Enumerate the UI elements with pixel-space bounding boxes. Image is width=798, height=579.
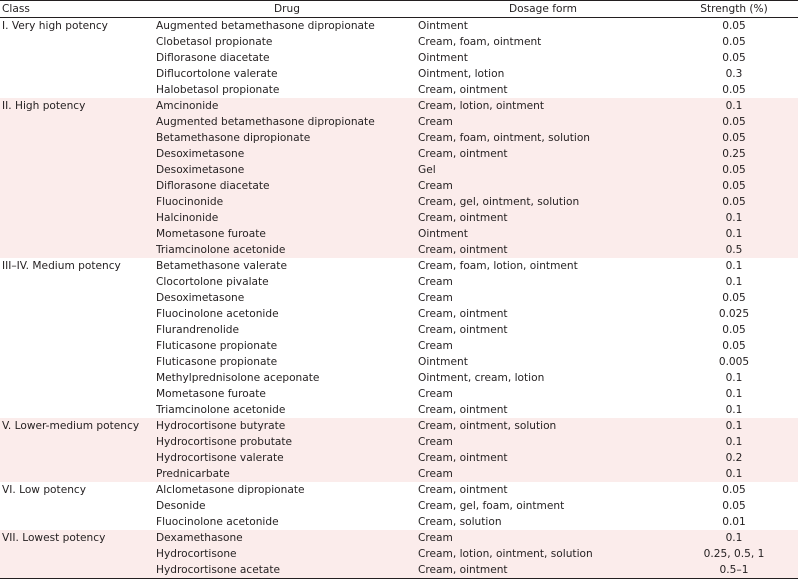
table-body [0, 18, 798, 579]
dosage-form-cell: Cream [418, 114, 668, 130]
strength-cell: 0.5–1 [668, 562, 798, 579]
drug-cell: Hydrocortisone butyrate [156, 418, 418, 434]
table-row [0, 82, 798, 98]
table-row [0, 386, 798, 402]
drug-cell: Hydrocortisone probutate [156, 434, 418, 450]
table-row [0, 306, 798, 322]
class-cell-empty [0, 450, 156, 466]
class-cell-empty [0, 306, 156, 322]
strength-cell: 0.1 [668, 98, 798, 114]
table-row [0, 482, 798, 498]
class-cell-empty [0, 402, 156, 418]
strength-cell: 0.05 [722, 292, 746, 304]
dosage-form-cell: Cream [418, 388, 453, 400]
dosage-form-cell: Cream, foam, ointment, solution [418, 130, 668, 146]
dosage-form-cell: Cream [418, 340, 453, 352]
table-row [0, 498, 798, 514]
drug-cell: Hydrocortisone acetate [156, 562, 418, 579]
drug-cell: Augmented betamethasone dipropionate [156, 20, 375, 32]
table-row [0, 562, 798, 579]
dosage-form-cell: Cream, ointment [418, 308, 508, 320]
drug-cell: Hydrocortisone valerate [156, 450, 418, 466]
dosage-form-cell: Cream, ointment [418, 146, 668, 162]
class-cell-empty [0, 322, 156, 338]
strength-cell: 0.05 [722, 484, 746, 496]
strength-cell: 0.05 [668, 178, 798, 194]
strength-cell: 0.05 [722, 20, 746, 32]
table-row [0, 210, 798, 226]
class-cell-empty [0, 34, 156, 50]
drug-cell: Desoximetasone [156, 146, 418, 162]
class-cell-empty [0, 226, 156, 242]
strength-cell: 0.25 [668, 146, 798, 162]
table-row [0, 434, 798, 450]
strength-cell: 0.05 [722, 84, 746, 96]
dosage-form-cell: Cream, ointment [418, 484, 508, 496]
table-row [0, 162, 798, 178]
dosage-form-cell: Cream, ointment, solution [418, 418, 668, 434]
class-cell-empty [0, 386, 156, 402]
table-row [0, 450, 798, 466]
drug-cell: Methylprednisolone aceponate [156, 372, 320, 384]
dosage-form-cell: Cream [418, 466, 668, 482]
table-row [0, 546, 798, 562]
class-cell-empty [0, 370, 156, 386]
dosage-form-cell: Ointment [418, 20, 468, 32]
table-row [0, 194, 798, 210]
strength-cell: 0.05 [722, 340, 746, 352]
class-label: VII. Lowest potency [0, 530, 156, 546]
dosage-form-cell: Cream [418, 276, 453, 288]
strength-cell: 0.1 [725, 260, 743, 272]
strength-cell: 0.005 [718, 356, 750, 368]
drug-cell: Amcinonide [156, 98, 418, 114]
drug-cell: Augmented betamethasone dipropionate [156, 114, 418, 130]
dosage-form-cell: Cream, ointment [418, 450, 668, 466]
dosage-form-cell: Cream, gel, ointment, solution [418, 194, 668, 210]
drug-cell: Fluocinolone acetonide [156, 308, 279, 320]
drug-cell: Prednicarbate [156, 466, 418, 482]
table-row [0, 354, 798, 370]
table-row [0, 178, 798, 194]
strength-cell: 0.05 [722, 36, 746, 48]
strength-cell: 0.1 [725, 372, 743, 384]
class-cell-empty [0, 50, 156, 66]
dosage-form-cell: Cream, gel, foam, ointment [418, 500, 565, 512]
drug-cell: Diflorasone diacetate [156, 178, 418, 194]
table-row [0, 274, 798, 290]
class-cell-empty [0, 114, 156, 130]
class-cell-empty [0, 434, 156, 450]
drug-cell: Fluticasone propionate [156, 356, 278, 368]
dosage-form-cell: Cream [418, 178, 668, 194]
strength-cell: 0.2 [668, 450, 798, 466]
table-row [0, 322, 798, 338]
dosage-form-cell: Cream [418, 292, 453, 304]
dosage-form-cell: Cream [418, 530, 668, 546]
table-row [0, 258, 798, 274]
dosage-form-cell: Cream, lotion, ointment [418, 98, 668, 114]
table-row [0, 290, 798, 306]
class-cell-empty [0, 210, 156, 226]
drug-cell: Halobetasol propionate [156, 84, 280, 96]
header-class: Class [0, 1, 156, 18]
strength-cell: 0.25, 0.5, 1 [668, 546, 798, 562]
table-row [0, 338, 798, 354]
class-label: III–IV. Medium potency [2, 260, 121, 272]
dosage-form-cell: Cream, ointment [418, 84, 508, 96]
table-row [0, 98, 798, 114]
dosage-form-cell: Ointment [418, 226, 668, 242]
drug-cell: Diflucortolone valerate [156, 68, 278, 80]
dosage-form-cell: Cream, ointment [418, 562, 668, 579]
drug-cell: Dexamethasone [156, 530, 418, 546]
strength-cell: 0.05 [722, 500, 746, 512]
drug-cell: Clocortolone pivalate [156, 276, 269, 288]
class-cell-empty [0, 498, 156, 514]
dosage-form-cell: Cream, ointment [418, 404, 508, 416]
class-cell-empty [0, 82, 156, 98]
dosage-form-cell: Cream, ointment [418, 324, 508, 336]
drug-cell: Hydrocortisone [156, 546, 418, 562]
table-row [0, 114, 798, 130]
class-cell-empty [0, 546, 156, 562]
class-cell-empty [0, 242, 156, 258]
table-row [0, 370, 798, 386]
class-cell-empty [0, 338, 156, 354]
table-row [0, 530, 798, 546]
strength-cell: 0.05 [722, 52, 746, 64]
table-row [0, 130, 798, 146]
strength-cell: 0.05 [668, 114, 798, 130]
drug-cell: Fluocinonide [156, 194, 418, 210]
dosage-form-cell: Cream, foam, ointment [418, 36, 542, 48]
strength-cell: 0.01 [722, 516, 746, 528]
dosage-form-cell: Ointment, cream, lotion [418, 372, 545, 384]
table-row [0, 402, 798, 418]
drug-cell: Diflorasone diacetate [156, 52, 270, 64]
class-cell-empty [0, 514, 156, 530]
strength-cell: 0.05 [668, 162, 798, 178]
class-cell-empty [0, 130, 156, 146]
strength-cell: 0.1 [668, 530, 798, 546]
table-row [0, 50, 798, 66]
drug-cell: Desoximetasone [156, 292, 245, 304]
strength-cell: 0.1 [725, 404, 743, 416]
class-label: V. Lower-medium potency [0, 418, 156, 434]
drug-cell: Triamcinolone acetonide [156, 404, 286, 416]
strength-cell: 0.1 [725, 276, 743, 288]
drug-cell: Halcinonide [156, 210, 418, 226]
drug-cell: Flurandrenolide [156, 324, 240, 336]
drug-cell: Fluticasone propionate [156, 340, 278, 352]
strength-cell: 0.05 [722, 324, 746, 336]
class-label: I. Very high potency [2, 20, 108, 32]
dosage-form-cell: Ointment [418, 356, 468, 368]
drug-cell: Alclometasone dipropionate [156, 484, 305, 496]
class-cell-empty [0, 466, 156, 482]
table-row [0, 466, 798, 482]
dosage-form-cell: Cream [418, 434, 668, 450]
header-dosage-form: Dosage form [418, 1, 668, 18]
strength-cell: 0.1 [668, 418, 798, 434]
strength-cell: 0.025 [718, 308, 750, 320]
class-cell-empty [0, 562, 156, 579]
class-cell-empty [0, 290, 156, 306]
drug-cell: Triamcinolone acetonide [156, 242, 418, 258]
table-row [0, 514, 798, 530]
dosage-form-cell: Cream, solution [418, 516, 502, 528]
strength-cell: 0.5 [668, 242, 798, 258]
drug-cell: Mometasone furoate [156, 226, 418, 242]
dosage-form-cell: Cream, ointment [418, 242, 668, 258]
strength-cell: 0.1 [668, 210, 798, 226]
drug-cell: Betamethasone dipropionate [156, 130, 418, 146]
drug-cell: Desonide [156, 500, 206, 512]
class-label: II. High potency [0, 98, 156, 114]
table-header-row [0, 1, 798, 18]
strength-cell: 0.1 [668, 466, 798, 482]
strength-cell: 0.05 [668, 130, 798, 146]
table-row [0, 66, 798, 82]
drug-cell: Clobetasol propionate [156, 36, 273, 48]
dosage-form-cell: Ointment, lotion [418, 68, 505, 80]
class-cell-empty [0, 66, 156, 82]
strength-cell: 0.1 [668, 434, 798, 450]
drug-cell: Fluocinolone acetonide [156, 516, 279, 528]
class-cell-empty [0, 178, 156, 194]
table-row [0, 34, 798, 50]
drug-cell: Betamethasone valerate [156, 260, 287, 272]
class-cell-empty [0, 354, 156, 370]
drug-cell: Desoximetasone [156, 162, 418, 178]
strength-cell: 0.1 [725, 388, 743, 400]
dosage-form-cell: Ointment [418, 52, 468, 64]
dosage-form-cell: Cream, ointment [418, 210, 668, 226]
dosage-form-cell: Gel [418, 162, 668, 178]
table-row [0, 226, 798, 242]
strength-cell: 0.1 [668, 226, 798, 242]
header-strength: Strength (%) [668, 1, 798, 18]
class-cell-empty [0, 274, 156, 290]
header-drug: Drug [156, 1, 418, 18]
strength-cell: 0.05 [668, 194, 798, 210]
class-cell-empty [0, 162, 156, 178]
table-row [0, 146, 798, 162]
drug-cell: Mometasone furoate [156, 388, 266, 400]
table-row [0, 418, 798, 434]
class-cell-empty [0, 194, 156, 210]
class-label: VI. Low potency [2, 484, 87, 496]
dosage-form-cell: Cream, lotion, ointment, solution [418, 546, 668, 562]
table-row [0, 18, 798, 35]
table-row [0, 242, 798, 258]
class-cell-empty [0, 146, 156, 162]
dosage-form-cell: Cream, foam, lotion, ointment [418, 260, 578, 272]
strength-cell: 0.3 [725, 68, 743, 80]
